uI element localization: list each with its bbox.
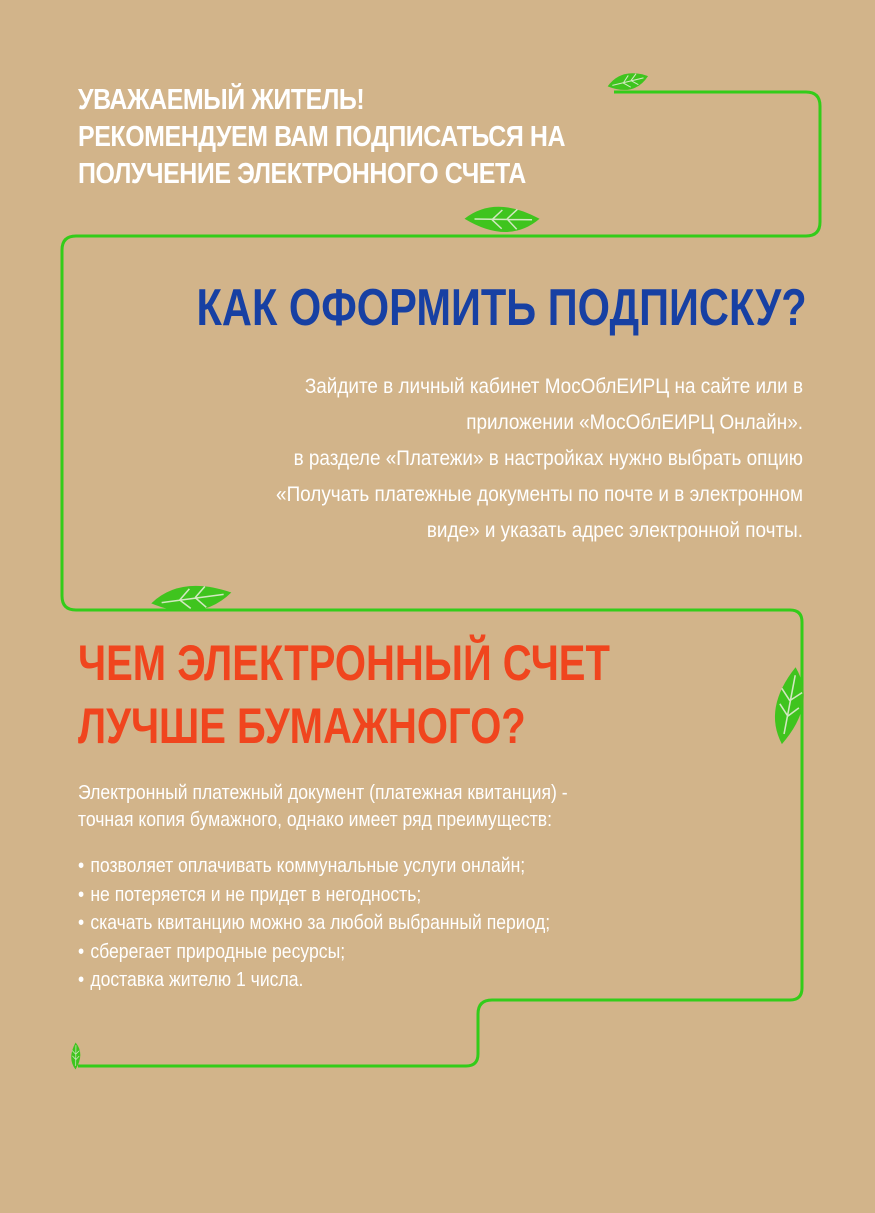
list-item-text: позволяет оплачивать коммунальные услуги онлайн; [90, 855, 526, 877]
leaf-icon [606, 69, 650, 93]
list-item-text: не потеряется и не придет в негодность; [90, 883, 422, 906]
benefits-intro [78, 780, 747, 834]
bullet-icon: • [78, 940, 85, 963]
instruction-line: Зайдите в личный кабинет МосОблЕИРЦ на сайте или в [304, 374, 803, 398]
list-item-text: скачать квитанцию можно за любой выбранный период; [90, 912, 551, 934]
benefits-heading-line: ЧЕМ ЭЛЕКТРОННЫЙ СЧЕТ [78, 635, 610, 691]
intro-line: точная копия бумажного, однако имеет ряд преимуществ: [78, 809, 553, 831]
list-item [78, 909, 747, 938]
bullet-icon: • [78, 883, 85, 906]
list-item [78, 852, 747, 881]
intro-line: Электронный платежный документ (платежная квитанция) - [78, 782, 568, 804]
instruction-line: виде» и указать адрес электронной почты. [426, 518, 803, 542]
leaf-icon [769, 665, 811, 747]
instruction-line: «Получать платежные документы по почте и в электронном [276, 482, 803, 506]
benefits-list [78, 852, 747, 995]
list-item-text: доставка жителю 1 числа. [90, 969, 304, 991]
bullet-icon: • [78, 969, 85, 991]
benefits-heading-line: ЛУЧШЕ БУМАЖНОГО? [78, 698, 526, 754]
list-item [78, 881, 747, 910]
list-item-text: сберегает природные ресурсы; [90, 940, 346, 963]
bullet-icon: • [78, 855, 85, 877]
instruction-line: в разделе «Платежи» в настройках нужно выбрать опцию [293, 446, 803, 470]
greeting-line: РЕКОМЕНДУЕМ ВАМ ПОДПИСАТЬСЯ НА [78, 121, 566, 153]
list-item [78, 966, 747, 995]
instruction-line: приложении «МосОблЕИРЦ Онлайн». [466, 410, 803, 434]
how-to-subscribe-heading: КАК ОФОРМИТЬ ПОДПИСКУ? [196, 279, 807, 337]
how-to-subscribe-instructions [169, 368, 803, 548]
greeting-line: УВАЖАЕМЫЙ ЖИТЕЛЬ! [78, 84, 365, 116]
benefits-heading [78, 632, 610, 758]
greeting-block [78, 82, 577, 193]
bullet-icon: • [78, 912, 85, 934]
greeting-line: ПОЛУЧЕНИЕ ЭЛЕКТРОННОГО СЧЕТА [78, 158, 526, 190]
list-item [78, 938, 747, 967]
leaf-icon [464, 206, 540, 234]
